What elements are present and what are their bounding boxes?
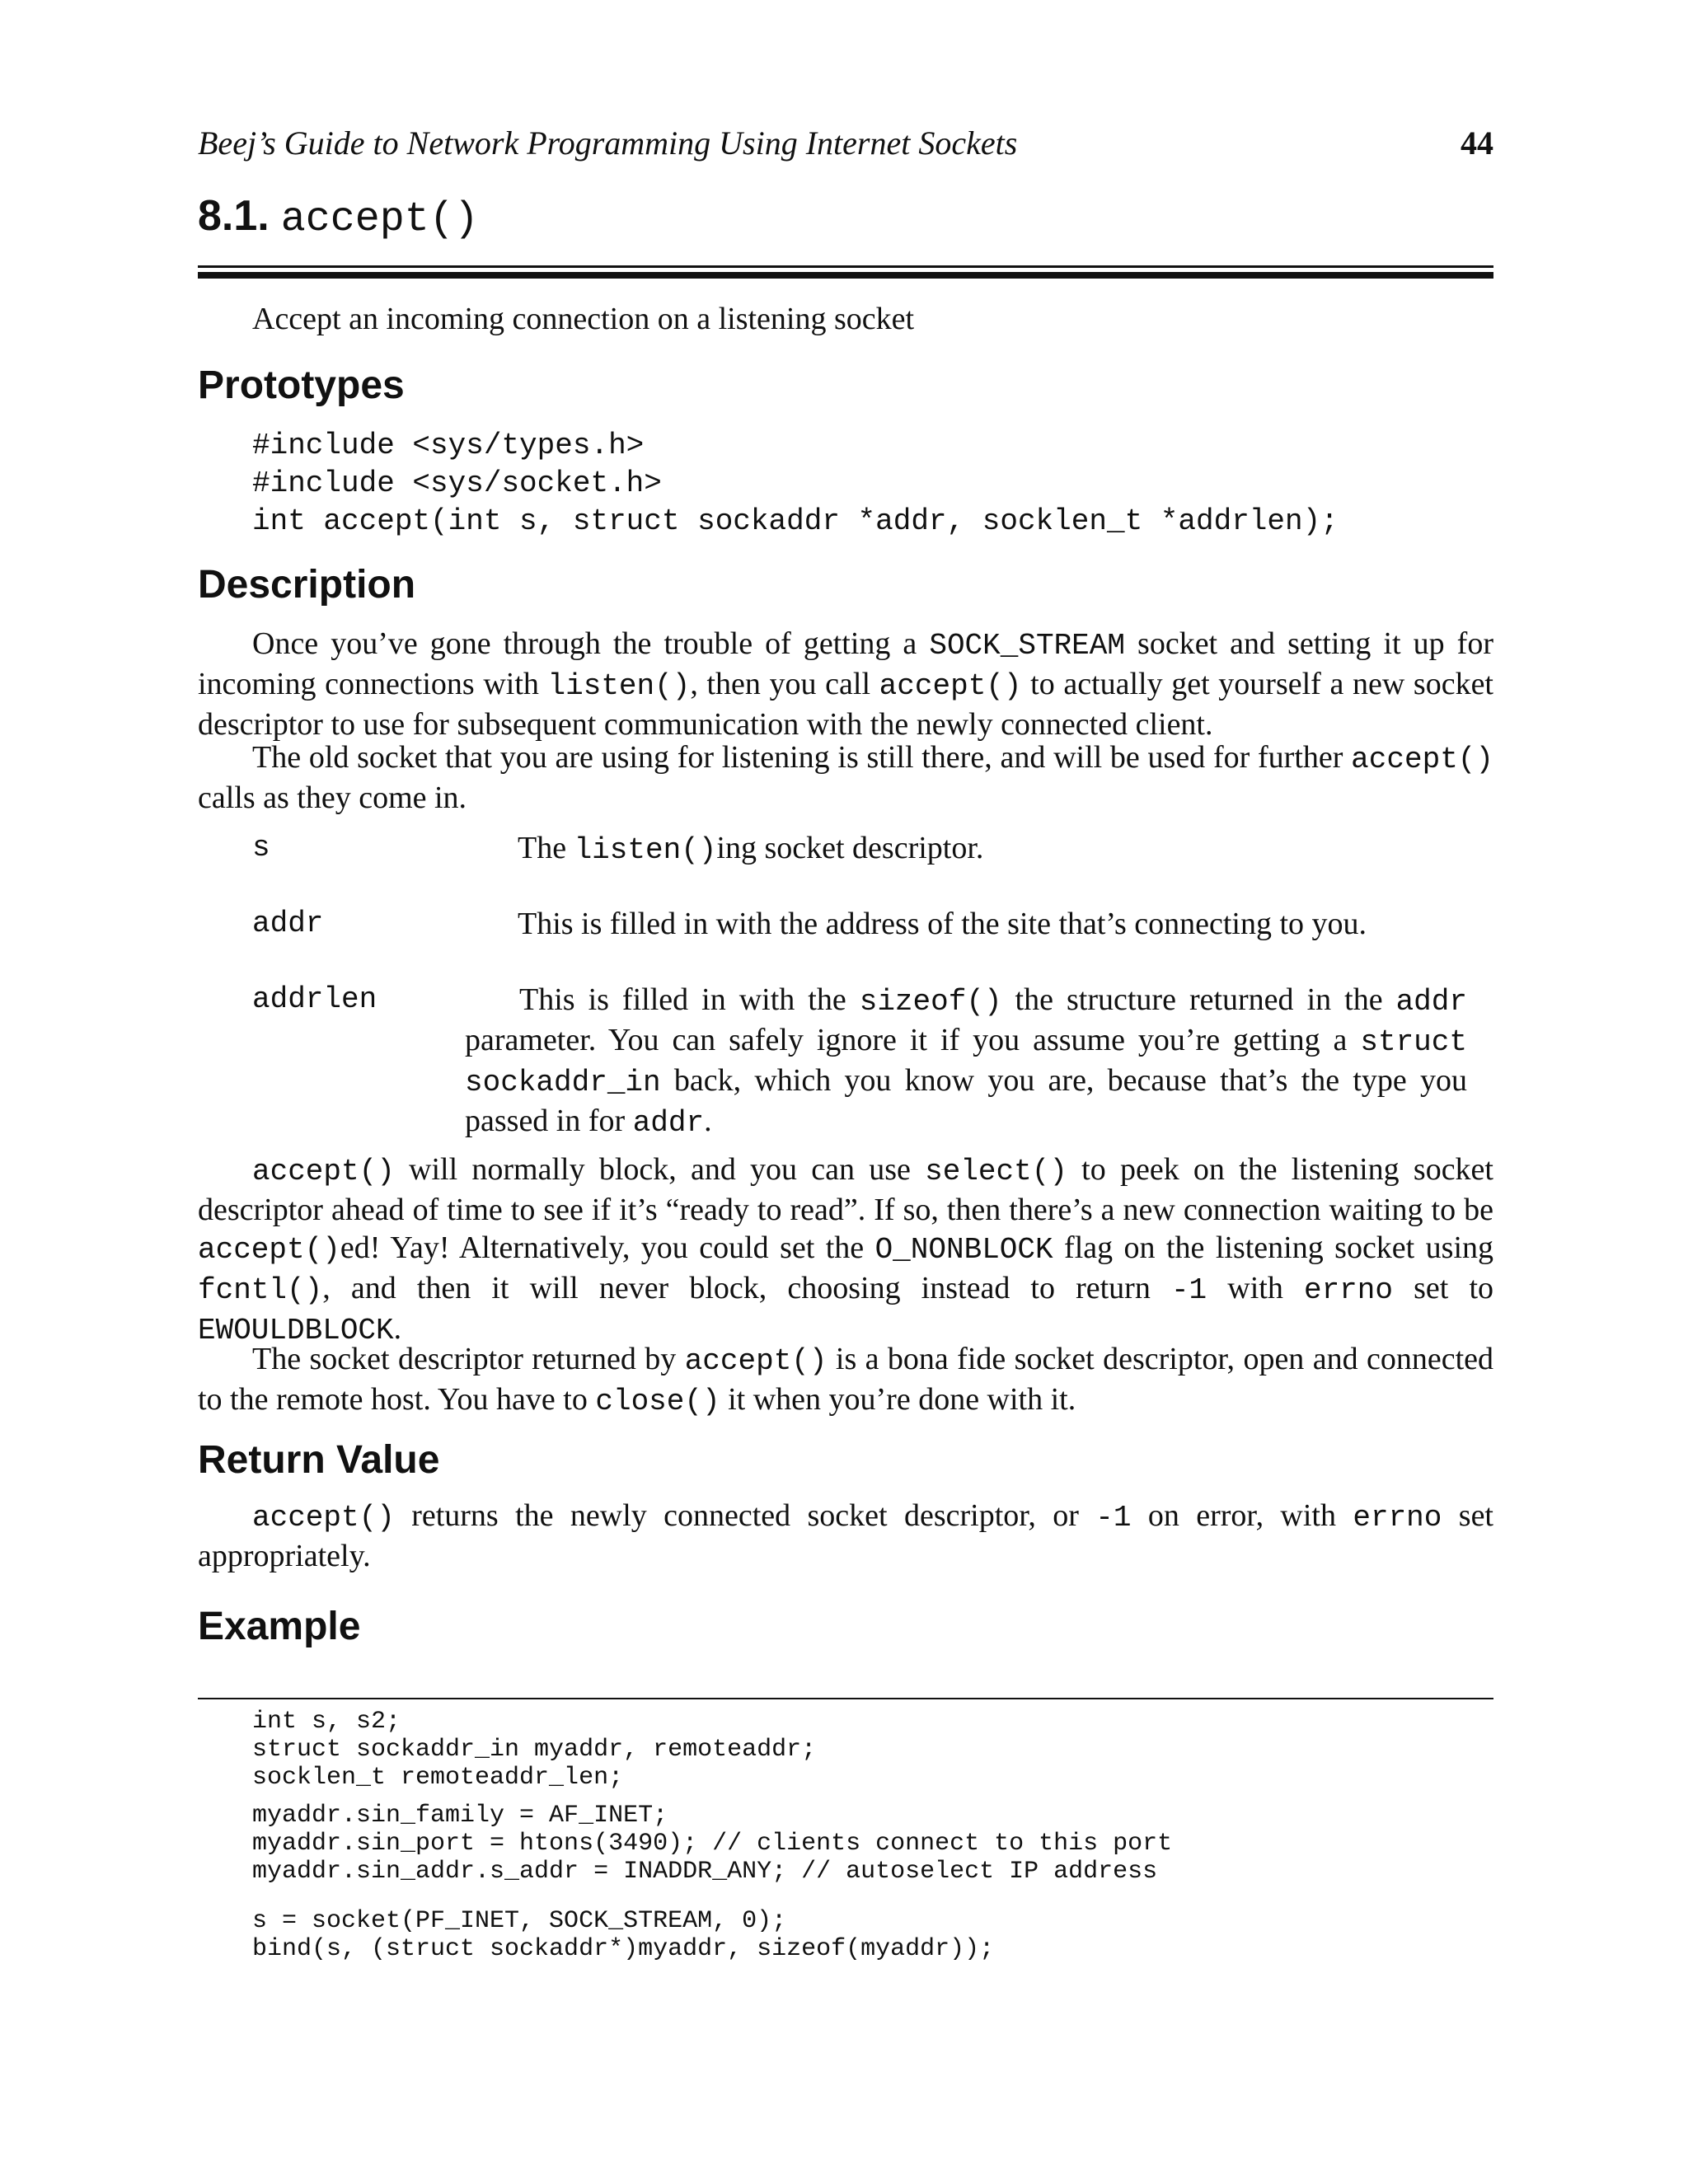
page-number: 44 [1461,124,1493,162]
description-paragraph-4 [198,1340,1493,1421]
section-function-name: accept() [280,196,479,243]
summary-text: Accept an incoming connection on a listening socket [252,302,915,336]
desc-p3-code: -1 [1170,1273,1207,1307]
return-code: errno [1353,1501,1442,1535]
desc-p3-code: accept() [252,1155,395,1188]
param-code: addr [632,1106,705,1140]
desc-p4-code: accept() [684,1344,828,1378]
prototypes-code: #include <sys/types.h> #include <sys/socket.h> int accept(int s, struct sockaddr *addr, socklen_t *addrlen); [252,429,1339,538]
param-text: back, which you know you are, because that’s the type you passed in for [465,1063,1467,1138]
title-rule-thin [198,265,1493,268]
description-paragraph-3 [198,1151,1493,1350]
book-title: Beej’s Guide to Network Programming Using Internet Sockets [198,124,1018,162]
return-text: on error, with [1131,1498,1353,1533]
title-rule-thick [198,272,1493,279]
desc-p3-code: fcntl() [198,1273,323,1307]
param-text: ing socket descriptor. [716,831,984,865]
return-code: accept() [252,1501,395,1535]
param-description [518,829,1520,869]
desc-p1-text: Once you’ve gone through the trouble of getting a [252,626,930,661]
desc-p1-code: SOCK_STREAM [929,629,1125,663]
desc-p1-code: listen() [547,669,691,703]
desc-p3-code: EWOULDBLOCK [198,1314,394,1347]
desc-p2-text: The old socket that you are using for listening is still there, and will be used for further [252,740,1352,775]
desc-p3-code: errno [1303,1273,1393,1307]
param-code: listen() [574,833,717,867]
desc-p4-text: The socket descriptor returned by [252,1342,685,1376]
description-paragraph-2 [198,738,1493,817]
return-code: -1 [1095,1501,1132,1535]
param-text: parameter. You can safely ignore it if you assume you’re getting a [465,1023,1361,1057]
desc-p3-text: . [393,1311,402,1346]
return-text: set appropriately. [198,1498,1493,1573]
desc-p3-text: will normally block, and you can use [394,1152,926,1187]
heading-prototypes: Prototypes [198,363,405,407]
section-number: 8.1. [198,192,270,240]
param-code: addr [1395,985,1467,1019]
desc-p1-code: accept() [879,669,1022,703]
desc-p3-text: with [1207,1271,1304,1305]
example-code-address-setup: myaddr.sin_family = AF_INET; myaddr.sin_port = htons(3490); // clients connect to this port myaddr.sin_addr.s_addr = INADDR_ANY; // autoselect IP address [252,1802,1173,1886]
desc-p4-text: is a bona fide socket descriptor, open and connected to the remote host. You have to [198,1342,1493,1417]
desc-p1-text: socket and setting it up for incoming connections with [198,626,1493,701]
return-value-paragraph [198,1497,1493,1575]
param-code: struct sockaddr_in [465,1025,1467,1099]
desc-p1-text: to actually get yourself a new socket descriptor to use for subsequent communication with the newly connected client. [198,667,1493,742]
param-name: addrlen [252,982,377,1016]
desc-p1-text: , then you call [690,667,879,701]
param-code: sizeof() [859,985,1002,1019]
param-name: s [252,831,270,865]
return-text: returns the newly connected socket descriptor, or [394,1498,1096,1533]
desc-p3-code: accept() [198,1233,340,1267]
desc-p3-text: set to [1393,1271,1493,1305]
example-code-socket-bind: s = socket(PF_INET, SOCK_STREAM, 0); bind(s, (struct sockaddr*)myaddr, sizeof(myaddr)); [252,1907,995,1963]
desc-p3-text: ed! Yay! Alternatively, you could set the [340,1230,875,1265]
section-title [198,191,479,243]
running-head [198,124,1493,173]
desc-p3-text: to peek on the listening socket descriptor ahead of time to see if it’s “ready to read”. If so, then there’s a new connection waiting to be [198,1152,1493,1227]
param-description: This is filled in with the address of the site that’s connecting to you. [518,907,1367,941]
example-rule [198,1698,1493,1699]
param-name: addr [252,907,324,940]
param-text: The [518,831,574,865]
desc-p4-code: close() [595,1385,720,1418]
heading-return-value: Return Value [198,1438,440,1482]
param-text: . [704,1104,712,1138]
desc-p4-text: it when you’re done with it. [720,1382,1076,1417]
desc-p3-text: flag on the listening socket using [1053,1230,1494,1265]
desc-p3-code: O_NONBLOCK [874,1233,1053,1267]
desc-p2-code: accept() [1351,743,1493,776]
param-text: This is filled in with the [519,982,860,1017]
desc-p2-text: calls as they come in. [198,780,467,815]
param-description [465,981,1467,1142]
example-code-declarations: int s, s2; struct sockaddr_in myaddr, remoteaddr; socklen_t remoteaddr_len; [252,1708,817,1792]
desc-p3-code: select() [925,1155,1067,1188]
heading-description: Description [198,563,416,607]
description-paragraph-1 [198,625,1493,743]
param-text: the structure returned in the [1001,982,1396,1017]
desc-p3-text: , and then it will never block, choosing instead to return [322,1271,1171,1305]
heading-example: Example [198,1605,361,1648]
